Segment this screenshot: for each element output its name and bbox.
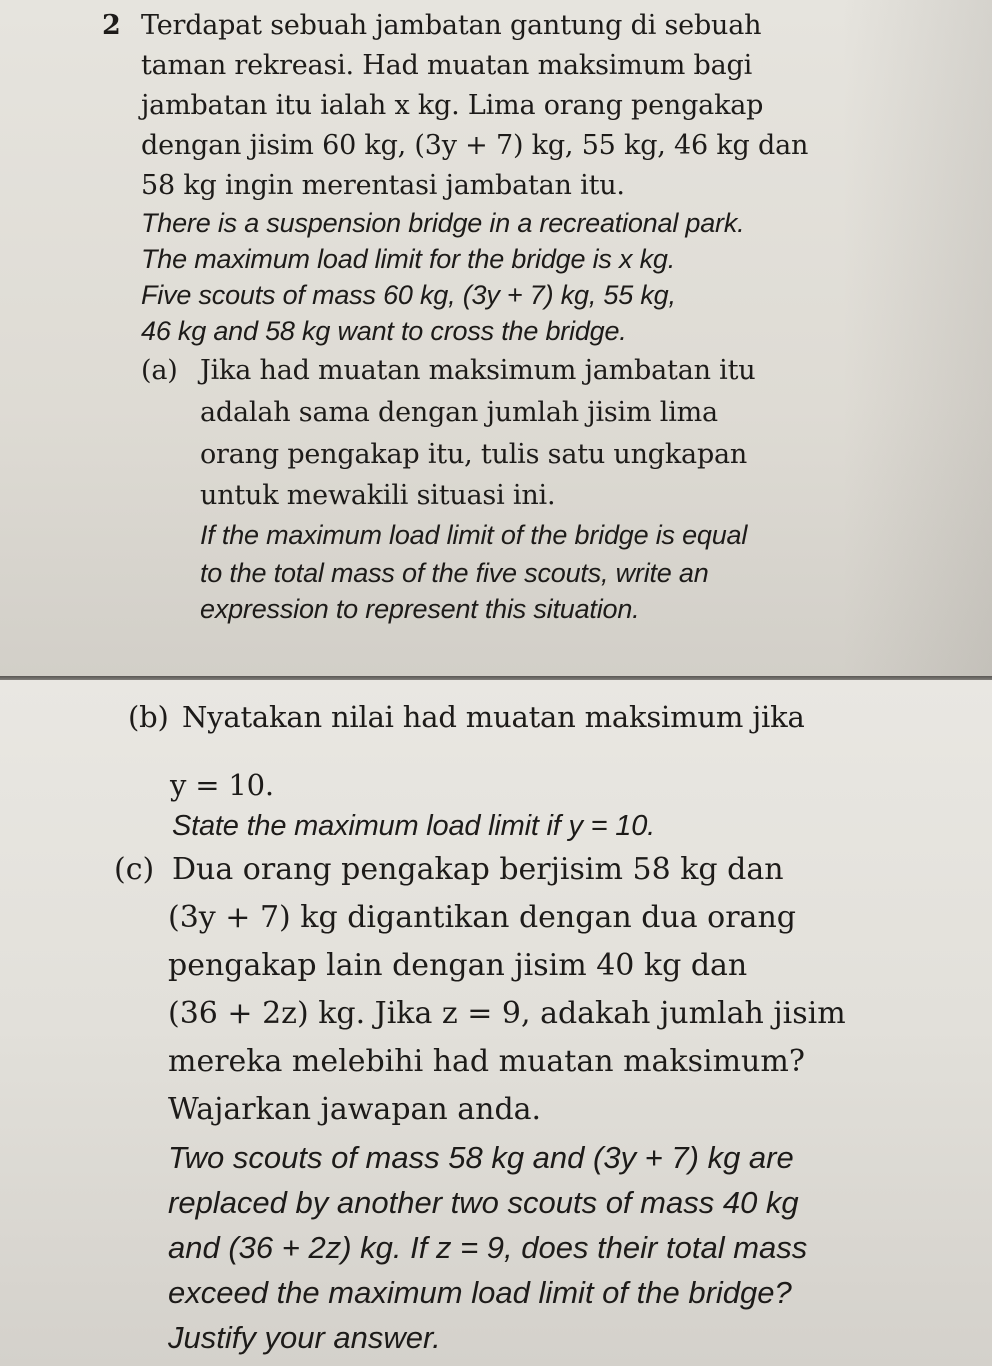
part-c-malay-line: mereka melebihi had muatan maksimum?	[168, 1044, 805, 1079]
part-a-english-line: to the total mass of the five scouts, write an	[200, 558, 709, 588]
part-c-malay-line: pengakap lain dengan jisim 40 kg dan	[168, 948, 748, 983]
part-b-label: (b)	[128, 700, 169, 734]
english-intro-line: 46 kg and 58 kg want to cross the bridge.	[141, 316, 627, 346]
part-c-malay-line: Wajarkan jawapan anda.	[168, 1092, 542, 1127]
part-c-english-line: exceed the maximum load limit of the bridge?	[168, 1275, 792, 1310]
part-c-malay-line: (3y + 7) kg digantikan dengan dua orang	[168, 900, 796, 935]
part-c-label: (c)	[114, 852, 155, 887]
part-c-english-line: and (36 + 2z) kg. If z = 9, does their total mass	[168, 1230, 808, 1265]
english-intro-line: Five scouts of mass 60 kg, (3y + 7) kg, 55 kg,	[141, 280, 676, 310]
english-intro-line: The maximum load limit for the bridge is x kg.	[141, 244, 675, 274]
part-b-malay-line: Nyatakan nilai had muatan maksimum jika	[182, 700, 805, 734]
malay-intro-line: jambatan itu ialah x kg. Lima orang pengakap	[141, 90, 764, 121]
part-c-english-line: Two scouts of mass 58 kg and (3y + 7) kg are	[168, 1140, 794, 1175]
question-number: 2	[102, 10, 121, 41]
malay-intro-line: 58 kg ingin merentasi jambatan itu.	[141, 170, 625, 201]
part-a-malay-line: orang pengakap itu, tulis satu ungkapan	[200, 439, 748, 470]
part-a-english-line: If the maximum load limit of the bridge is equal	[200, 520, 748, 550]
part-c-english-line: Justify your answer.	[168, 1320, 441, 1355]
part-c-malay-line: Dua orang pengakap berjisim 58 kg dan	[172, 852, 784, 887]
part-a-malay-line: untuk mewakili situasi ini.	[200, 480, 556, 511]
malay-intro-line: dengan jisim 60 kg, (3y + 7) kg, 55 kg, 46 kg dan	[141, 130, 809, 161]
part-a-malay-line: Jika had muatan maksimum jambatan itu	[200, 355, 756, 386]
malay-intro-line: Terdapat sebuah jambatan gantung di sebuah	[141, 10, 762, 41]
english-intro-line: There is a suspension bridge in a recreational park.	[141, 208, 745, 238]
part-b-english-line: State the maximum load limit if y = 10.	[172, 810, 655, 842]
page-shadow	[842, 0, 992, 680]
part-a-malay-line: adalah sama dengan jumlah jisim lima	[200, 397, 718, 428]
part-a-label: (a)	[141, 355, 178, 386]
malay-intro-line: taman rekreasi. Had muatan maksimum bagi	[141, 50, 753, 81]
part-c-malay-line: (36 + 2z) kg. Jika z = 9, adakah jumlah jisim	[168, 996, 846, 1031]
part-a-english-line: expression to represent this situation.	[200, 594, 640, 624]
part-b-malay-line: y = 10.	[170, 768, 274, 802]
part-c-english-line: replaced by another two scouts of mass 40 kg	[168, 1185, 799, 1220]
